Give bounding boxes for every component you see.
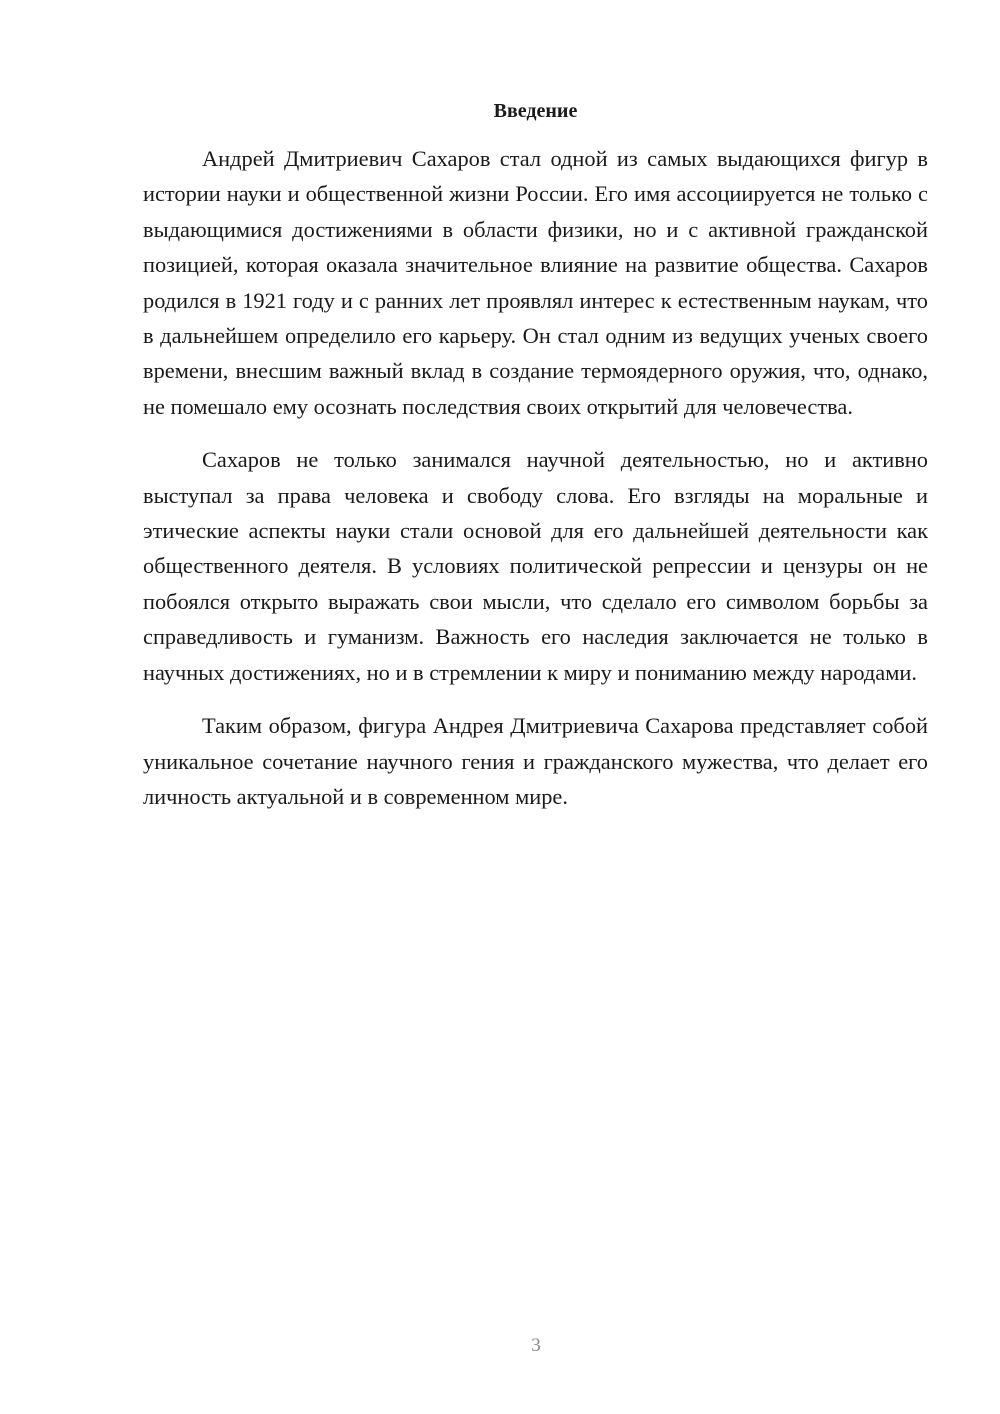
paragraph-1: Андрей Дмитриевич Сахаров стал одной из самых выдающихся фигур в истории науки и общественной жизни России. Его имя ассоциируется не только с выдающимися достижениями в области физики, но и с активной гражданской позицией, которая оказала значительное влияние на развитие общества. Сахаров родился в 1921 году и с ранних лет проявлял интерес к естественным наукам, что в дальнейшем определило его карьеру. Он стал одним из ведущих ученых своего времени, внесшим важный вклад в создание термоядерного оружия, что, однако, не помешало ему осознать последствия своих открытий для человечества. [143, 146, 928, 419]
paragraph-2: Сахаров не только занимался научной деятельностью, но и активно выступал за права человека и свободу слова. Его взгляды на моральные и этические аспекты науки стали основой для его дальнейшей деятельности как общественного деятеля. В условиях политической репрессии и цензуры он не побоялся открыто выражать свои мысли, что сделало его символом борьбы за справедливость и гуманизм. Важность его наследия заключается не только в научных достижениях, но и в стремлении к миру и пониманию между народами. [143, 447, 928, 685]
page-number: 3 [531, 1335, 541, 1356]
section-heading: Введение [493, 100, 578, 122]
body-text [143, 141, 928, 814]
paragraph-3: Таким образом, фигура Андрея Дмитриевича Сахарова представляет собой уникальное сочетание научного гения и гражданского мужества, что делает его личность актуальной и в современном мире. [143, 713, 928, 809]
